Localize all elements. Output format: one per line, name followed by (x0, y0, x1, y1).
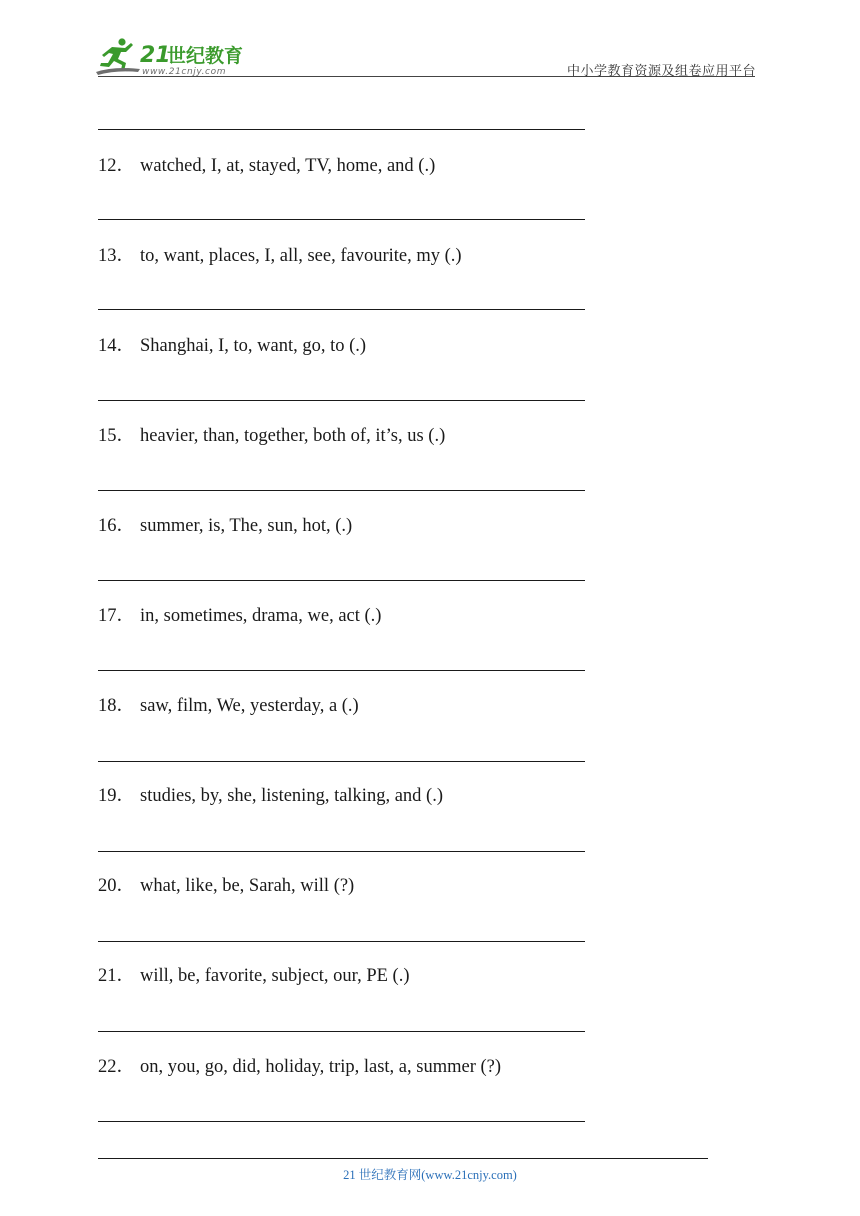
question-text: heavier, than, together, both of, it’s, us (.) (140, 426, 446, 446)
answer-line[interactable] (98, 309, 585, 310)
question-number: 13． (98, 246, 136, 266)
question-number: 22． (98, 1057, 136, 1077)
question-number: 21． (98, 966, 136, 986)
footer-divider (98, 1158, 708, 1159)
svg-text:世纪教育: 世纪教育 (167, 45, 244, 67)
question-number: 18． (98, 696, 136, 716)
question-text: studies, by, she, listening, talking, and (.) (140, 786, 443, 806)
question-text: in, sometimes, drama, we, act (.) (140, 606, 382, 626)
answer-line[interactable] (98, 761, 585, 762)
question-number: 12． (98, 156, 136, 176)
answer-line[interactable] (98, 1031, 585, 1032)
question-number: 19． (98, 786, 136, 806)
header-divider (98, 76, 755, 77)
answer-line[interactable] (98, 490, 585, 491)
question-number: 14． (98, 336, 136, 356)
svg-text:www.21cnjy.com: www.21cnjy.com (142, 67, 227, 77)
question-text: summer, is, The, sun, hot, (.) (140, 516, 353, 536)
answer-line[interactable] (98, 580, 585, 581)
question-text: saw, film, We, yesterday, a (.) (140, 696, 359, 716)
answer-line[interactable] (98, 219, 585, 220)
question-text: on, you, go, did, holiday, trip, last, a, summer (?) (140, 1057, 502, 1077)
question-18 (98, 694, 359, 718)
question-22 (98, 1055, 501, 1079)
answer-line[interactable] (98, 1121, 585, 1122)
footer-link[interactable]: 21 世纪教育网(www.21cnjy.com) (343, 1168, 517, 1182)
page-header (0, 0, 860, 80)
answer-line[interactable] (98, 400, 585, 401)
answer-line[interactable] (98, 129, 585, 130)
question-21 (98, 964, 410, 988)
question-20 (98, 874, 354, 898)
platform-title: 中小学教育资源及组卷应用平台 (566, 63, 756, 78)
answer-line[interactable] (98, 941, 585, 942)
question-16 (98, 514, 352, 538)
question-text: what, like, be, Sarah, will (?) (140, 876, 355, 896)
svg-text:21: 21 (140, 43, 171, 68)
question-number: 20． (98, 876, 136, 896)
question-text: watched, I, at, stayed, TV, home, and (.) (140, 156, 436, 176)
question-17 (98, 604, 381, 628)
question-19 (98, 784, 443, 808)
question-number: 15． (98, 426, 136, 446)
question-text: will, be, favorite, subject, our, PE (.) (140, 966, 410, 986)
question-12 (98, 154, 435, 178)
question-text: to, want, places, I, all, see, favourite, my (.) (140, 246, 462, 266)
question-text: Shanghai, I, to, want, go, to (.) (140, 336, 367, 356)
site-logo[interactable] (94, 36, 264, 78)
question-number: 17． (98, 606, 136, 626)
question-14 (98, 334, 366, 358)
question-13 (98, 244, 462, 268)
question-15 (98, 424, 445, 448)
runner-logo-icon (94, 36, 264, 78)
question-number: 16． (98, 516, 136, 536)
answer-line[interactable] (98, 851, 585, 852)
answer-line[interactable] (98, 670, 585, 671)
